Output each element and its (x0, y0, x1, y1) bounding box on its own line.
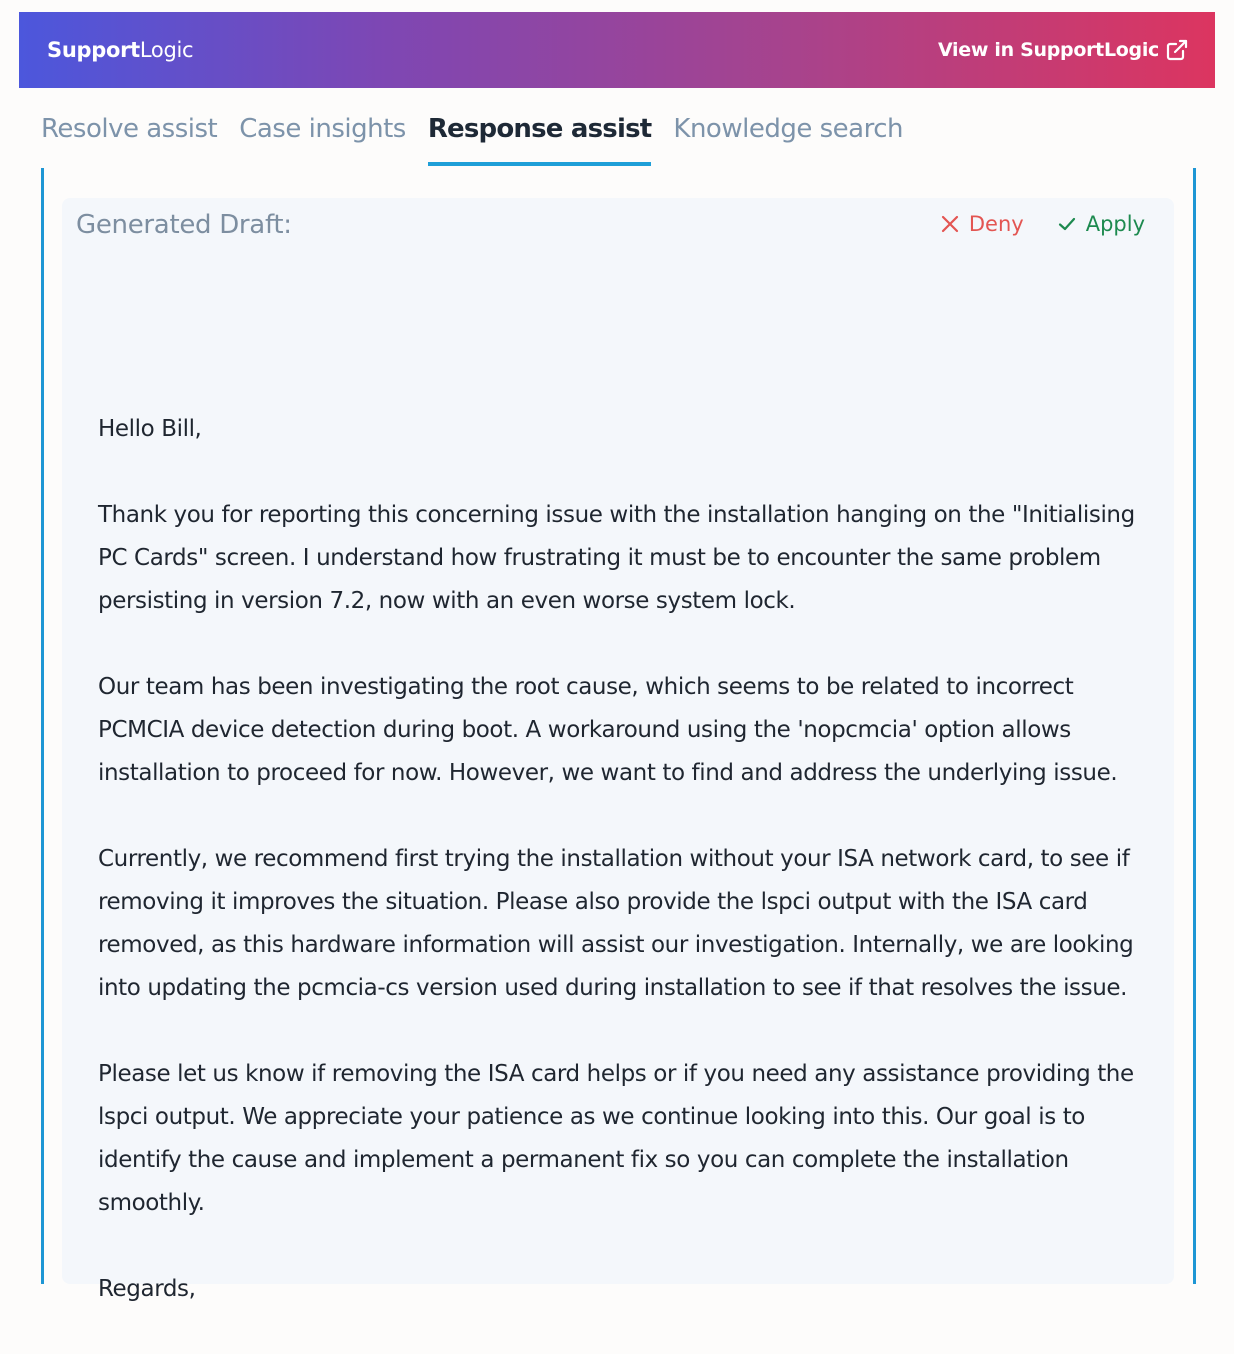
apply-label: Apply (1085, 212, 1145, 236)
tab-knowledge-search[interactable]: Knowledge search (673, 114, 903, 144)
close-icon (941, 215, 959, 233)
tab-response-assist[interactable]: Response assist (428, 108, 652, 166)
draft-actions (941, 212, 1145, 236)
deny-button[interactable] (941, 212, 1024, 236)
view-in-supportlogic-link[interactable] (938, 38, 1189, 62)
check-icon (1058, 216, 1076, 232)
draft-title: Generated Draft: (76, 210, 292, 240)
app-header (19, 12, 1215, 88)
tab-resolve-assist[interactable]: Resolve assist (41, 114, 218, 144)
tab-bar (41, 108, 903, 168)
draft-signoff: Regards, (98, 1276, 196, 1302)
logo-text-bold: Support (47, 38, 140, 62)
draft-paragraph: Our team has been investigating the root cause, which seems to be related to incorrect PCMCIA device detection during boot. A workaround using the 'nopcmcia' option allows installation to proceed for now. However, we want to find and address the underlying issue. (98, 674, 1118, 786)
draft-body (98, 408, 1158, 1354)
draft-paragraph: Currently, we recommend first trying the installation without your ISA network card, to see if removing it improves the situation. Please also provide the lspci output with the ISA card removed, as this hardware information will assist our investigation. Internally, we are looking into updating the pcmcia-cs version used during installation to see if that resolves the issue. (98, 846, 1134, 1001)
external-link-icon (1165, 38, 1189, 62)
supportlogic-logo (47, 38, 193, 62)
tab-case-insights[interactable]: Case insights (239, 114, 406, 144)
generated-draft-card (62, 198, 1174, 1302)
draft-paragraph: Thank you for reporting this concerning issue with the installation hanging on the "Initialising PC Cards" screen. I understand how frustrating it must be to encounter the same problem persisting in version 7.2, now with an even worse system lock. (98, 502, 1135, 614)
view-link-label: View in SupportLogic (937, 39, 1159, 61)
draft-paragraph: Please let us know if removing the ISA card helps or if you need any assistance providing the lspci output. We appreciate your patience as we continue looking into this. Our goal is to identify the cause and implement a permanent fix so you can complete the installation smoothly. (98, 1061, 1134, 1216)
logo-text-light: Logic (139, 38, 194, 62)
deny-label: Deny (968, 212, 1024, 236)
apply-button[interactable] (1058, 212, 1145, 236)
draft-greeting: Hello Bill, (98, 416, 202, 442)
